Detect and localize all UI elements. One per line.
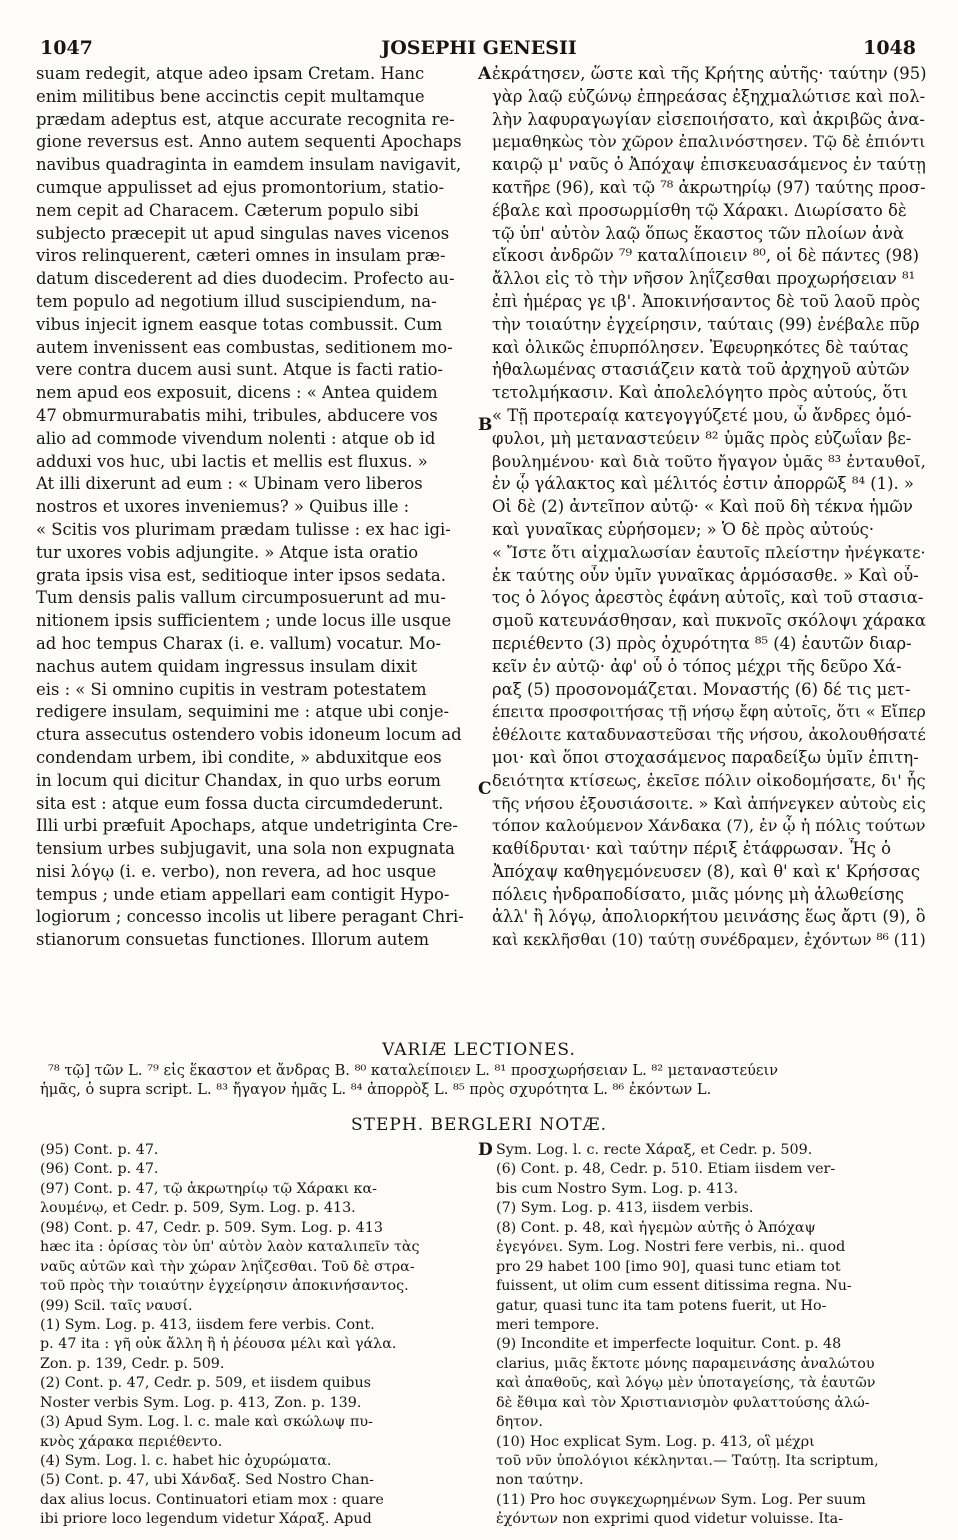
note-line: dax alius locus. Continuatori etiam mox : quare <box>40 1491 384 1508</box>
latin-text-line: stianorum consuetas functiones. Illorum autem <box>36 930 430 950</box>
greek-text-line: ἠθαλωμένας στασιάζειν κατὰ τοῦ ἀρχηγοῦ αὐτῶν <box>492 360 910 380</box>
latin-text-line: ad hoc tempus Charax (i. e. vallum) vocatur. Mo- <box>36 633 441 653</box>
greek-text-line: Ἀπόχαψ καθηγεμόνευσεν (8), καὶ θ' καὶ κ' Κρήσσας <box>492 861 921 881</box>
greek-text-line: λὴν λαφυραγωγίαν εἰσεποιήσατο, καὶ ἀκριβῶς ἀνα- <box>492 109 925 129</box>
running-title: JOSEPHI GENESII <box>381 37 577 59</box>
latin-text-line: sita est : atque eum fossa ducta circumdederunt. <box>36 793 444 813</box>
latin-text-line: tempus ; unde etiam appellari eam contigit Hypo- <box>36 884 450 904</box>
note-line: ibi priore loco legendum videtur Χάραξ. Apud <box>40 1511 372 1528</box>
greek-text-line: τὴν τοιαύτην ἐγχείρησιν, ταύταις (99) ἐνέβαλε πῦρ <box>492 314 920 334</box>
greek-text-line: εἴκοσι ἀνδρῶν ⁷⁹ καταλίποιειν ⁸⁰, οἱ δὲ πάντες (98) <box>492 246 920 266</box>
greek-text-line: γὰρ λαῷ εὐζώνῳ ἐπηρεάσας ἐξηχμαλώτισε καὶ πολ- <box>492 86 926 106</box>
note-line: ἐγεγόνει. Sym. Log. Nostri fere verbis, ni.. quod <box>496 1239 846 1256</box>
note-line: (8) Cont. p. 48, καὶ ἡγεμὼν αὐτῆς ὁ Ἀπόχαψ <box>496 1219 816 1236</box>
latin-text-line: nostros et uxores inveniemus? » Quibus ille : <box>36 497 410 517</box>
greek-text-line: έβαλε καὶ προσωρμίσθη τῷ Χάρακι. Διωρίσατο δὲ <box>492 200 907 220</box>
notae-heading: STEPH. BERGLERI NOTÆ. <box>351 1115 607 1135</box>
greek-text-line: ἐπὶ ἡμέρας γε ιβ'. Ἀποκινήσαντος δὲ τοῦ λαοῦ πρὸς <box>492 291 921 311</box>
note-line: non ταύτην. <box>496 1472 584 1489</box>
greek-text-line: ἐν ᾧ γάλακτος καὶ μέλιτός ἐστιν ἀπορρῶξ ⁸⁴ (1). » <box>492 474 914 494</box>
page-number-left: 1047 <box>40 37 93 59</box>
latin-text-line: « Scitis vos plurimam prædam tulisse : ex hac igi- <box>36 519 451 539</box>
note-line: τοῦ νῦν ὑπολόγιοι κέκληνται.— Ταύτῃ. Ita scriptum, <box>496 1453 879 1469</box>
greek-text-line: ἄλλοι εἰς τὸ τὴν νῆσον ληΐζεσθαι προχωρήσειαν ⁸¹ <box>492 269 916 289</box>
latin-text-line: ctura assecutus ostendero vobis idoneum locum ad <box>36 725 462 745</box>
note-line: (98) Cont. p. 47, Cedr. p. 509. Sym. Log. p. 413 <box>40 1219 383 1236</box>
note-line: fuissent, ut olim cum essent ditissima regna. Nu- <box>496 1278 852 1295</box>
variae-line: ⁷⁸ τῷ] τῶν L. ⁷⁹ εἰς ἕκαστον et ἄνδρας B. ⁸⁰ καταλείποιεν L. ⁸¹ προσχωρήσειαν L. ⁸² μεταναστεύειν <box>48 1062 779 1079</box>
greek-text-line: « Ἴστε ὅτι αἰχμαλωσίαν ἑαυτοῖς πλείστην ἠνέγκατε· <box>492 542 926 562</box>
greek-text-line: σμοῦ κατευνάσθησαν, καὶ πυκνοῖς σκόλοψι χάρακα <box>492 611 926 631</box>
note-line: λουμένῳ, et Cedr. p. 509, Sym. Log. p. 413. <box>40 1200 356 1217</box>
greek-text-line: βουλημένου· καὶ διὰ τοῦτο ἤγαγον ὑμᾶς ⁸³ ἐνταυθοῖ, <box>492 451 926 471</box>
greek-text-line: καὶ κεκλῆσθαι (10) ταύτῃ συνέδραμεν, ἐχόντων ⁸⁶ (11) <box>492 931 926 950</box>
latin-text-line: condendam urbem, ibi condite, » abduxitque eos <box>36 747 442 767</box>
latin-text-line: autem invenissent eas combustas, seditionem mo- <box>36 337 453 357</box>
greek-text-line: Οἱ δὲ (2) ἀντεῖπον αὐτῷ· « Καὶ ποῦ δὴ τέκνα ἡμῶν <box>492 497 913 517</box>
latin-text-line: 47 obmurmurabatis mihi, tribules, abducere vos <box>36 405 438 425</box>
latin-text-line: prædam adeptus est, atque accurate recognita re- <box>36 109 455 129</box>
latin-text-line: redigere insulam, sequimini me : atque ubi conje- <box>36 702 450 722</box>
greek-text-line: καὶ γυναῖκας εὑρήσομεν; » Ὁ δὲ πρὸς αὐτούς· <box>492 519 875 539</box>
latin-text-line: eis : « Si omnino cupitis in vestram potestatem <box>36 679 427 699</box>
variae-lectiones-heading: VARIÆ LECTIONES. <box>382 1040 576 1060</box>
note-line: κνὸς χάρακα περιέθεντο. <box>40 1433 223 1450</box>
greek-text-line: περιέθεντο (3) πρὸς ὀχυρότητα ⁸⁵ (4) ἑαυτῶν διαρ- <box>492 633 912 653</box>
greek-text-line: τῆς νήσου ἐξουσιάσοιτε. » Καὶ ἀπήνεγκεν αὐτοὺς εἰς <box>492 793 926 813</box>
latin-text-line: Illi urbi præfuit Apochaps, atque undetriginta Cre- <box>36 816 458 836</box>
latin-text-line: enim militibus bene accinctis cepit multamque <box>36 86 425 106</box>
greek-text-line: καθίδρυται· καὶ ταύτην πέριξ ἐτάφρωσαν. Ἧς ὁ <box>492 839 891 859</box>
greek-text-line: μοι· καὶ ὅποι στοχασάμενος παραδείξω ὑμῖν ἐπιτη- <box>492 747 919 767</box>
greek-text-line: μεμαθηκὼς τὸν χῶρον ἐπαλινόστησεν. Τῷ δὲ ἐπιόντι <box>492 132 926 152</box>
greek-text-line: « Τῇ προτεραίᾳ κατεγογγύζετέ μου, ὦ ἄνδρες ὁμό- <box>492 405 912 425</box>
latin-text-line: nisi λόγῳ (i. e. verbo), non revera, ad hoc usque <box>36 861 437 881</box>
latin-text-line: tem populo ad negotium illud suscipiendum, na- <box>36 291 437 311</box>
greek-text-line: κατῆρε (96), καὶ τῷ ⁷⁸ ἀκρωτηρίῳ (97) ταύτης προσ- <box>492 177 926 197</box>
latin-text-line: nem apud eos exposuit, dicens : « Antea quidem <box>36 383 438 403</box>
greek-text-line: έπειτα προσφοιτήσας τῇ νήσῳ ἔφη αὐτοῖς, ὅτι « Εἴπερ <box>492 702 926 722</box>
greek-text-line: τόπον καλούμενον Χάνδακα (7), ἐν ᾧ ἡ πόλις τούτων <box>492 816 926 836</box>
note-line: (1) Sym. Log. p. 413, iisdem fere verbis. Cont. <box>40 1316 375 1333</box>
latin-text-line: subjecto præcepit ut apud singulas naves vicenos <box>36 223 450 243</box>
greek-text-line: ἐκ ταύτης οὖν ὑμῖν γυναῖκας ἁρμόσασθε. » Καὶ οὗ- <box>492 565 919 585</box>
latin-text-line: alio ad commode vivendum nolenti : atque ob id <box>36 428 436 448</box>
latin-text-line: vibus injecit ignem easque totas combussit. Cum <box>36 314 443 334</box>
note-line: Sym. Log. l. c. recte Χάραξ, et Cedr. p. 509. <box>496 1142 813 1158</box>
note-line: ναῦς αὐτῶν καὶ τὴν χώραν ληΐζεσθαι. Τοῦ δὲ στρα- <box>40 1258 415 1275</box>
note-line: (97) Cont. p. 47, τῷ ἀκρωτηρίῳ τῷ Χάρακι κα- <box>40 1180 377 1197</box>
latin-text-line: datum discederent ad dies duodecim. Profecto au- <box>36 269 455 289</box>
latin-text-line: logiorum ; concesso incolis ut libere peragant Chri- <box>36 907 464 927</box>
note-line: (11) Pro hoc συγκεχωρημένων Sym. Log. Per suum <box>496 1491 866 1508</box>
note-line: (6) Cont. p. 48, Cedr. p. 510. Etiam iisdem ver- <box>496 1161 836 1178</box>
latin-text-line: navibus quadraginta in eamdem insulam navigavit, <box>36 155 462 175</box>
greek-text-line: καὶ ὁλικῶς ἐπυρπόλησεν. Ἐφευρηκότες δὲ ταύτας <box>492 337 909 357</box>
greek-text-line: δειότητα κτίσεως, ἐκεῖσε πόλιν οἰκοδομήσατε, δι' ἧς <box>492 770 926 790</box>
note-line: (2) Cont. p. 47, Cedr. p. 509, et iisdem quibus <box>40 1375 372 1392</box>
note-line: hæc ita : ὁρίσας τὸν ὑπ' αὐτὸν λαὸν καταλιπεῖν τὰς <box>40 1239 420 1256</box>
note-line: δητον. <box>496 1414 543 1431</box>
latin-text-line: Tum densis palis vallum circumposuerunt ad mu- <box>36 588 446 608</box>
note-line: καὶ ἀπαθοῦς, καὶ λόγῳ μὲν ὑποταγείσης, τὰ ἑαυτῶν <box>496 1375 876 1392</box>
greek-text-line: καιρῷ μ' ναῦς ὁ Ἀπόχαψ ἐπισκευασάμενος ἐν ταύτῃ <box>492 155 926 175</box>
latin-text-line: nachus autem quidam ingressus insulam dixit <box>36 656 418 676</box>
latin-text-line: viros relinquerent, cæteri omnes in insulam præ- <box>36 246 446 266</box>
note-line: (9) Incondite et imperfecte loquitur. Cont. p. 48 <box>496 1336 842 1353</box>
greek-text-column <box>492 63 928 952</box>
notes-right-column <box>496 1141 928 1530</box>
note-line: (99) Scil. ταῖς ναυσί. <box>40 1297 193 1314</box>
margin-marker-b: B <box>478 415 493 435</box>
latin-text-line: cumque appulisset ad ejus promontorium, statio- <box>36 177 445 197</box>
note-line: Zon. p. 139, Cedr. p. 509. <box>40 1355 225 1372</box>
latin-text-line: nitionem ipsis sufficientem ; unde locus ille usque <box>36 611 452 631</box>
greek-text-line: ἐθέλοιτε καταδυναστεῦσαι τῆς νήσου, ἀκολουθήσατέ <box>492 725 926 745</box>
notes-left-column <box>40 1141 472 1530</box>
variae-line: ἡμᾶς, ὁ supra script. L. ⁸³ ἤγαγον ἡμᾶς L. ⁸⁴ ἀπορρὸξ L. ⁸⁵ πρὸς σχυρότητα L. ⁸⁶ ἐκόντων L. <box>40 1081 712 1098</box>
note-line: (5) Cont. p. 47, ubi Χάνδαξ. Sed Nostro Chan- <box>40 1472 374 1489</box>
note-line: (95) Cont. p. 47. <box>40 1142 159 1158</box>
note-line: (10) Hoc explicat Sym. Log. p. 413, οἳ μέχρι <box>496 1433 815 1450</box>
page-number-right: 1048 <box>863 37 916 59</box>
latin-text-line: tur uxores vobis adjungite. » Atque ista oratio <box>36 542 419 562</box>
latin-text-line: in locum qui dicitur Chandax, in quo urbs eorum <box>36 770 441 790</box>
greek-text-line: τετολμήκασιν. Καὶ ἀπολελόγητο πρὸς αὐτούς, ὅτι <box>492 383 908 403</box>
latin-text-line: At illi dixerunt ad eum : « Ubinam vero liberos <box>36 474 423 494</box>
latin-text-line: gione reversus est. Anno autem sequenti Apochaps <box>36 132 462 152</box>
greek-text-line: ἀλλ' ἢ λόγῳ, ἀπολιορκήτου μεινάσης ἕως ἄρτι (9), ὃ <box>492 907 926 927</box>
note-line: (4) Sym. Log. l. c. habet hic ὀχυρώματα. <box>40 1453 332 1469</box>
note-line: bis cum Nostro Sym. Log. p. 413. <box>496 1180 739 1197</box>
margin-marker-a: A <box>478 64 492 84</box>
note-line: τοῦ πρὸς τὴν τοιαύτην ἐγχείρησιν ἀποκινήσαντος. <box>40 1278 409 1295</box>
note-line: (96) Cont. p. 47. <box>40 1161 159 1178</box>
greek-text-line: φυλοι, μὴ μεταναστεύειν ⁸² ὑμᾶς πρὸς εὐζωΐαν βε- <box>492 428 912 448</box>
latin-text-line: nem cepit ad Characem. Cæterum populo sibi <box>36 200 419 220</box>
note-line: (7) Sym. Log. p. 413, iisdem verbis. <box>496 1200 754 1217</box>
latin-text-line: suam redegit, atque adeo ipsam Cretam. Hanc <box>36 64 425 83</box>
greek-text-line: κεῖν ἐν αὐτῷ· ἀφ' οὗ ὁ τόπος μέχρι τῆς δεῦρο Χά- <box>492 656 902 676</box>
note-line: δὲ ἔθιμα καὶ τὸν Χριστιανισμὸν φυλαττούσης ἀλώ- <box>496 1394 870 1411</box>
latin-text-line: vere contra ducem ausi sunt. Atque is facti ratio- <box>36 360 443 380</box>
note-line: pro 29 habet 100 [imo 90], quasi tunc etiam tot <box>496 1258 841 1275</box>
note-line: Noster verbis Sym. Log. p. 413, Zon. p. 139. <box>40 1394 362 1411</box>
latin-text-line: tensium urbes subjugavit, una sola non expugnata <box>36 839 455 859</box>
latin-text-line: grata ipsis visa est, seditioque inter ipsos sedata. <box>36 565 446 585</box>
greek-text-line: τῷ ὑπ' αὐτὸν λαῷ ὅπως ἕκαστος τῶν πλοίων ἀνὰ <box>492 223 904 243</box>
note-line: clarius, μιᾶς ἔκτοτε μόνης παραμεινάσης ἀναλώτου <box>496 1355 875 1372</box>
margin-marker-c: C <box>478 779 492 799</box>
note-line: (3) Apud Sym. Log. l. c. male καὶ σκώλωψ πυ- <box>40 1414 373 1431</box>
margin-marker-d: D <box>478 1140 493 1160</box>
note-line: gatur, quasi tunc ita tam potens fuerit, ut Ho- <box>496 1297 827 1314</box>
greek-text-line: τος ὁ λόγος ἀρεστὸς ἐφάνη αὐτοῖς, καὶ τοῦ στασια- <box>492 588 924 608</box>
note-line: ἐχόντων non exprimi quod videtur voluisse. Ita- <box>496 1511 844 1528</box>
note-line: meri tempore. <box>496 1316 600 1333</box>
greek-text-line: πόλεις ἠνδραποδίσατο, μιᾶς μόνης μὴ ἁλωθείσης <box>492 884 904 904</box>
latin-text-line: adduxi vos huc, ubi lactis et mellis est fluxus. » <box>36 451 428 471</box>
latin-text-column <box>36 63 476 952</box>
greek-text-line: ἐκράτησεν, ὥστε καὶ τῆς Κρήτης αὐτῆς· ταύτην (95) <box>492 64 927 83</box>
greek-text-line: ραξ (5) προσονομάζεται. Μοναστής (6) δέ τις μετ- <box>492 679 911 699</box>
note-line: p. 47 ita : γῆ οὐκ ἄλλη ἢ ἡ ῥέουσα μέλι καὶ γάλα. <box>40 1336 397 1353</box>
